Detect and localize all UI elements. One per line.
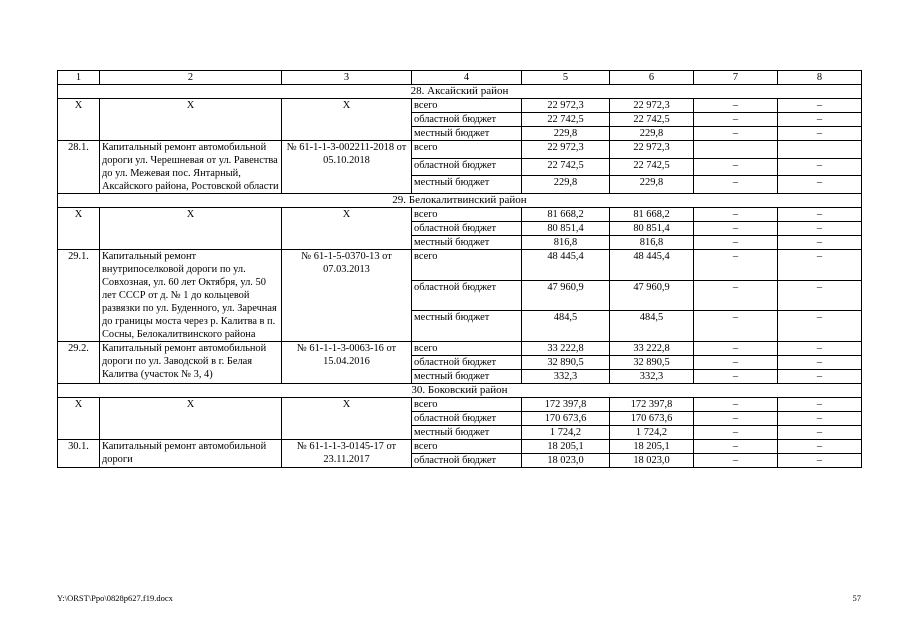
amount-col5: 172 397,8 <box>522 398 610 412</box>
funding-source: всего <box>412 99 522 113</box>
amount-col8: – <box>778 127 862 141</box>
amount-col6: 332,3 <box>610 370 694 384</box>
funding-source: областной бюджет <box>412 454 522 468</box>
summary-mark: Х <box>282 398 412 440</box>
amount-col6: 22 742,5 <box>610 158 694 176</box>
summary-row <box>58 99 862 113</box>
funding-source: областной бюджет <box>412 222 522 236</box>
amount-col5: 81 668,2 <box>522 208 610 222</box>
summary-mark: Х <box>58 208 100 250</box>
amount-col6: 229,8 <box>610 127 694 141</box>
funding-source: местный бюджет <box>412 370 522 384</box>
column-header: 4 <box>412 71 522 85</box>
amount-col5: 170 673,6 <box>522 412 610 426</box>
funding-source: всего <box>412 398 522 412</box>
district-title: 30. Боковский район <box>58 384 862 398</box>
budget-table <box>57 70 862 468</box>
funding-source: всего <box>412 208 522 222</box>
amount-col7: – <box>694 158 778 176</box>
amount-col6: 18 023,0 <box>610 454 694 468</box>
amount-col8: – <box>778 99 862 113</box>
funding-source: местный бюджет <box>412 426 522 440</box>
amount-col8: – <box>778 454 862 468</box>
amount-col6: 18 205,1 <box>610 440 694 454</box>
amount-col5: 47 960,9 <box>522 280 610 311</box>
amount-col5: 33 222,8 <box>522 342 610 356</box>
item-number: 28.1. <box>58 141 100 194</box>
amount-col6: 32 890,5 <box>610 356 694 370</box>
amount-col5: 229,8 <box>522 127 610 141</box>
district-row <box>58 85 862 99</box>
item-number: 29.1. <box>58 250 100 342</box>
amount-col7: – <box>694 250 778 281</box>
amount-col6: 22 742,5 <box>610 113 694 127</box>
amount-col6: 229,8 <box>610 176 694 194</box>
amount-col7: – <box>694 208 778 222</box>
amount-col7: – <box>694 426 778 440</box>
amount-col6: 1 724,2 <box>610 426 694 440</box>
amount-col5: 22 972,3 <box>522 141 610 159</box>
item-description: Капитальный ремонт автомобильной дороги по ул. Заводской в г. Белая Калитва (участок № 3, 4) <box>100 342 282 384</box>
funding-source: областной бюджет <box>412 158 522 176</box>
amount-col6: 22 972,3 <box>610 99 694 113</box>
summary-mark: Х <box>58 99 100 141</box>
funding-source: всего <box>412 342 522 356</box>
district-row <box>58 384 862 398</box>
amount-col8: – <box>778 440 862 454</box>
amount-col6: 484,5 <box>610 311 694 342</box>
amount-col8: – <box>778 311 862 342</box>
amount-col5: 18 205,1 <box>522 440 610 454</box>
amount-col6: 172 397,8 <box>610 398 694 412</box>
amount-col8: – <box>778 208 862 222</box>
amount-col6: 22 972,3 <box>610 141 694 159</box>
column-header: 6 <box>610 71 694 85</box>
item-number: 29.2. <box>58 342 100 384</box>
amount-col5: 80 851,4 <box>522 222 610 236</box>
funding-source: областной бюджет <box>412 412 522 426</box>
item-document: № 61-1-1-3-0063-16 от 15.04.2016 <box>282 342 412 384</box>
amount-col8: – <box>778 250 862 281</box>
item-row <box>58 141 862 159</box>
amount-col7: – <box>694 176 778 194</box>
amount-col8: – <box>778 280 862 311</box>
amount-col8: – <box>778 222 862 236</box>
amount-col8: – <box>778 398 862 412</box>
amount-col5: 484,5 <box>522 311 610 342</box>
summary-row <box>58 208 862 222</box>
amount-col8 <box>778 141 862 159</box>
amount-col8: – <box>778 370 862 384</box>
column-number-row <box>58 71 862 85</box>
amount-col6: 81 668,2 <box>610 208 694 222</box>
column-header: 2 <box>100 71 282 85</box>
funding-source: областной бюджет <box>412 113 522 127</box>
amount-col7: – <box>694 454 778 468</box>
amount-col7: – <box>694 412 778 426</box>
amount-col7: – <box>694 99 778 113</box>
amount-col8: – <box>778 412 862 426</box>
page-number: 57 <box>852 593 861 603</box>
amount-col8: – <box>778 356 862 370</box>
amount-col7: – <box>694 236 778 250</box>
item-document: № 61-1-1-3-002211-2018 от 05.10.2018 <box>282 141 412 194</box>
amount-col5: 229,8 <box>522 176 610 194</box>
funding-source: областной бюджет <box>412 280 522 311</box>
summary-mark: Х <box>100 99 282 141</box>
funding-source: местный бюджет <box>412 236 522 250</box>
district-title: 28. Аксайский район <box>58 85 862 99</box>
amount-col5: 32 890,5 <box>522 356 610 370</box>
summary-mark: Х <box>282 208 412 250</box>
item-description: Капитальный ремонт автомобильной дороги ул. Черешневая от ул. Равенства до ул. Межевая пос. Янтарный, Аксайского района, Ростовской области <box>100 141 282 194</box>
amount-col8: – <box>778 176 862 194</box>
amount-col5: 22 742,5 <box>522 113 610 127</box>
funding-source: всего <box>412 440 522 454</box>
document-path: Y:\ORST\Ppo\0828p627.f19.docx <box>57 593 173 603</box>
amount-col6: 170 673,6 <box>610 412 694 426</box>
amount-col5: 1 724,2 <box>522 426 610 440</box>
amount-col8: – <box>778 158 862 176</box>
amount-col8: – <box>778 236 862 250</box>
amount-col7: – <box>694 370 778 384</box>
amount-col7: – <box>694 127 778 141</box>
amount-col6: 816,8 <box>610 236 694 250</box>
summary-mark: Х <box>282 99 412 141</box>
amount-col8: – <box>778 113 862 127</box>
amount-col5: 22 742,5 <box>522 158 610 176</box>
amount-col7: – <box>694 113 778 127</box>
column-header: 8 <box>778 71 862 85</box>
funding-source: местный бюджет <box>412 176 522 194</box>
item-number: 30.1. <box>58 440 100 468</box>
summary-mark: Х <box>100 208 282 250</box>
amount-col7: – <box>694 280 778 311</box>
district-row <box>58 194 862 208</box>
amount-col7: – <box>694 222 778 236</box>
item-row <box>58 440 862 454</box>
district-title: 29. Белокалитвинский район <box>58 194 862 208</box>
column-header: 3 <box>282 71 412 85</box>
amount-col7: – <box>694 311 778 342</box>
summary-row <box>58 398 862 412</box>
amount-col5: 22 972,3 <box>522 99 610 113</box>
funding-source: всего <box>412 141 522 159</box>
funding-source: всего <box>412 250 522 281</box>
funding-source: местный бюджет <box>412 127 522 141</box>
funding-source: местный бюджет <box>412 311 522 342</box>
amount-col7: – <box>694 440 778 454</box>
amount-col8: – <box>778 342 862 356</box>
item-description: Капитальный ремонт автомобильной дороги <box>100 440 282 468</box>
amount-col7 <box>694 141 778 159</box>
column-header: 5 <box>522 71 610 85</box>
amount-col5: 332,3 <box>522 370 610 384</box>
item-row <box>58 250 862 281</box>
summary-mark: Х <box>100 398 282 440</box>
amount-col5: 18 023,0 <box>522 454 610 468</box>
item-document: № 61-1-1-3-0145-17 от 23.11.2017 <box>282 440 412 468</box>
summary-mark: Х <box>58 398 100 440</box>
item-document: № 61-1-5-0370-13 от 07.03.2013 <box>282 250 412 342</box>
amount-col6: 33 222,8 <box>610 342 694 356</box>
amount-col6: 47 960,9 <box>610 280 694 311</box>
amount-col5: 816,8 <box>522 236 610 250</box>
funding-source: областной бюджет <box>412 356 522 370</box>
amount-col6: 80 851,4 <box>610 222 694 236</box>
amount-col6: 48 445,4 <box>610 250 694 281</box>
column-header: 7 <box>694 71 778 85</box>
amount-col5: 48 445,4 <box>522 250 610 281</box>
amount-col7: – <box>694 342 778 356</box>
item-description: Капитальный ремонт внутрипоселковой дороги по ул. Совхозная, ул. 60 лет Октября, ул. 50 лет СССР от д. № 1 до кольцевой развязки по ул. Буденного, ул. Заречная до границы моста через р. Калитва в п. Сосны, Белокалитвинского района <box>100 250 282 342</box>
column-header: 1 <box>58 71 100 85</box>
amount-col8: – <box>778 426 862 440</box>
amount-col7: – <box>694 398 778 412</box>
amount-col7: – <box>694 356 778 370</box>
item-row <box>58 342 862 356</box>
